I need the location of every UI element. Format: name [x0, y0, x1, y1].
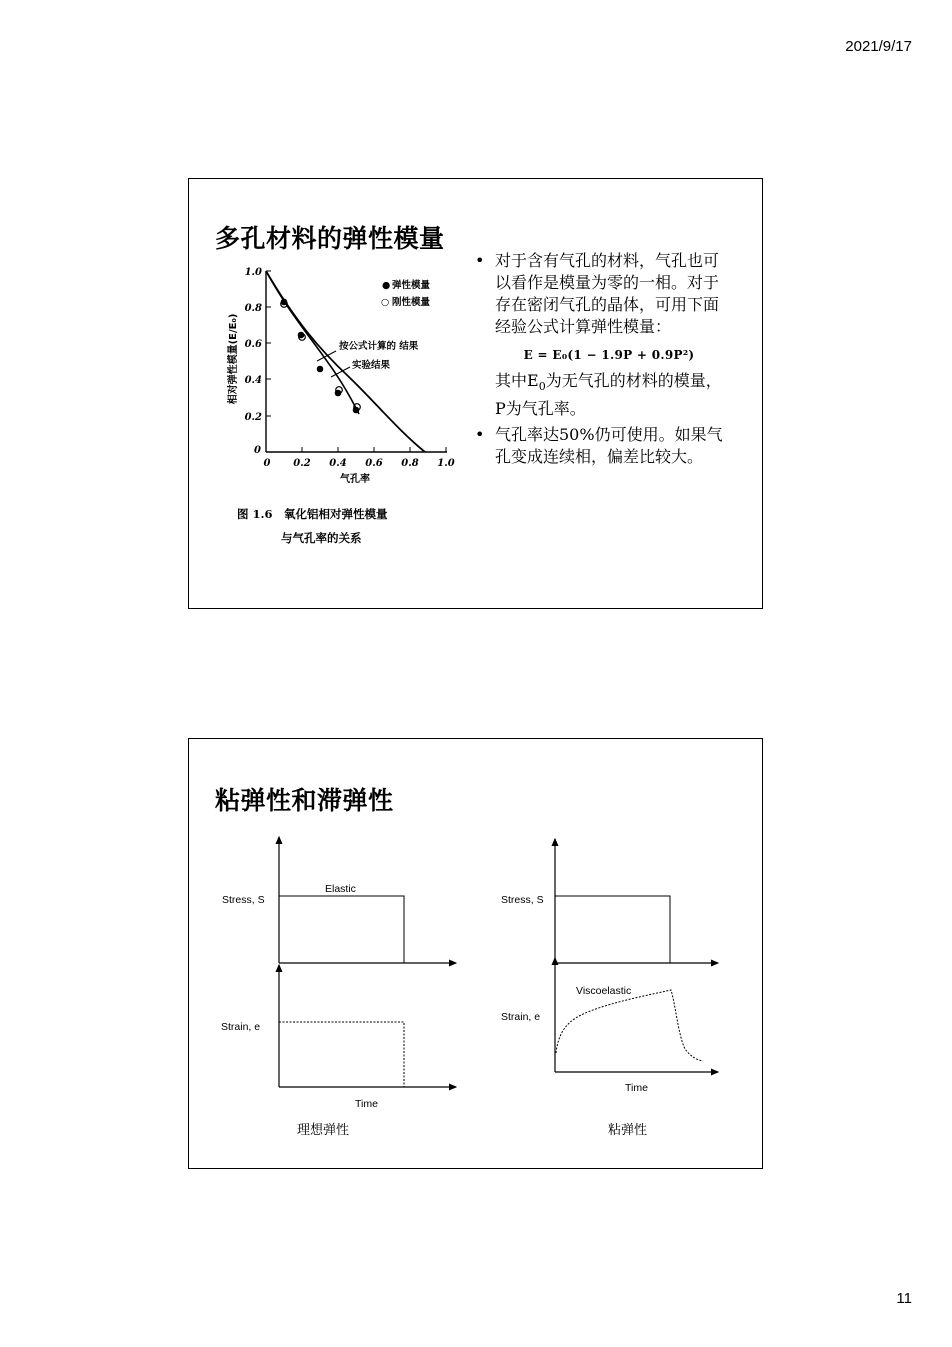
strain-label: Strain, e: [221, 1021, 261, 1033]
legend-symbol-open: ○: [381, 297, 390, 308]
note-suffix: 为无气孔的材料的模量，P为气孔率。: [495, 371, 722, 419]
slide-title: 多孔材料的弹性模量: [215, 224, 445, 253]
time-label: Time: [625, 1082, 648, 1094]
bullet-text: 对于含有气孔的材料，气孔也可以看作是模量为零的一相。对于存在密闭气孔的晶体，可用下面经验公式计算弹性模量：: [495, 251, 720, 336]
elastic-stress-step: [279, 896, 404, 963]
x-tick-label: 0.4: [329, 458, 347, 469]
caption-ideal-elastic: 理想弹性: [297, 1123, 350, 1138]
page-number: 11: [896, 1290, 912, 1307]
annotation-formula: 按公式计算的 结果: [339, 341, 419, 352]
note-subscript: 0: [538, 380, 546, 394]
slide-porous-modulus: [188, 178, 763, 609]
x-tick-label: 0.2: [293, 458, 311, 469]
legend-label-rigidity: 刚性模量: [392, 297, 431, 308]
viscoelastic-strain-curve: [556, 990, 703, 1061]
caption-viscoelastic: 粘弹性: [608, 1123, 648, 1138]
y-tick-label: 1.0: [244, 267, 262, 278]
viscoelastic-stress-step: [555, 896, 670, 963]
formula: E = E₀(1 − 1.9P + 0.9P²): [523, 348, 695, 362]
bullet-text: 气孔率达50%仍可使用。如果气孔变成连续相，偏差比较大。: [495, 425, 723, 467]
viscoelastic-diagram: [501, 839, 718, 1094]
y-tick-label: 0.8: [244, 303, 262, 314]
y-tick-label: 0: [254, 445, 261, 456]
slide-title: 粘弹性和滞弹性: [215, 786, 394, 815]
stress-label: Stress, S: [222, 894, 265, 906]
x-axis-label: 气孔率: [340, 474, 370, 485]
note-text: [473, 370, 723, 420]
bullet-marker: •: [475, 425, 485, 445]
legend-label-elastic: 弹性模量: [392, 280, 431, 291]
note-prefix: 其中E: [495, 371, 539, 390]
x-tick-label: 0.8: [401, 458, 419, 469]
elastic-label: Elastic: [325, 883, 356, 895]
annotation-experiment: 实验结果: [352, 360, 391, 371]
bullet-item: [473, 250, 723, 338]
elastic-strain-step: [279, 1022, 404, 1087]
data-point: [317, 366, 324, 373]
x-tick-label: 0: [263, 458, 271, 469]
y-tick-label: 0.2: [244, 412, 262, 423]
figure-caption-line1: 图 1.6 氧化铝相对弹性模量: [237, 507, 388, 521]
elastic-diagram: [221, 837, 456, 1110]
slide-viscoelasticity: [188, 738, 763, 1169]
stress-label: Stress, S: [501, 894, 544, 906]
viscoelastic-label: Viscoelastic: [576, 985, 632, 997]
stress-strain-time-figure: [189, 739, 764, 1170]
y-tick-label: 0.6: [244, 339, 262, 350]
legend-symbol-filled: ●: [382, 280, 391, 291]
bullet-list: [473, 250, 723, 468]
time-label: Time: [355, 1098, 378, 1110]
figure-caption-line2: 与气孔率的关系: [281, 531, 362, 545]
x-tick-label: 1.0: [437, 458, 455, 469]
strain-label: Strain, e: [501, 1011, 541, 1023]
y-tick-label: 0.4: [244, 375, 262, 386]
header-date: 2021/9/17: [845, 38, 912, 55]
bullet-item: [473, 424, 723, 468]
bullet-marker: •: [475, 251, 485, 270]
y-axis-label: 相对弹性模量(E/E₀): [228, 313, 239, 405]
x-tick-label: 0.6: [365, 458, 383, 469]
